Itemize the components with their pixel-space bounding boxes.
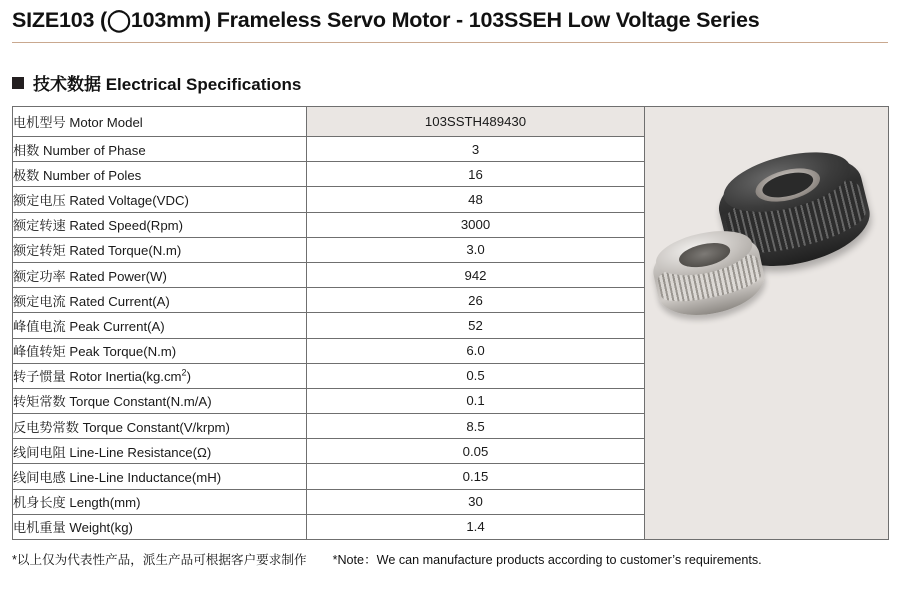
header-model-label: 电机型号 Motor Model — [13, 107, 307, 137]
row-label: 转矩常数 Torque Constant(N.m/A) — [13, 388, 307, 413]
row-label: 相数 Number of Phase — [13, 137, 307, 162]
row-label-tail: ) — [186, 369, 191, 385]
row-value: 0.1 — [307, 388, 645, 413]
header-model-value: 103SSTH489430 — [307, 107, 645, 137]
row-value: 0.05 — [307, 439, 645, 464]
row-value: 3 — [307, 137, 645, 162]
row-label-superscript: 2 — [181, 367, 187, 378]
row-value: 26 — [307, 288, 645, 313]
row-value: 1.4 — [307, 514, 645, 539]
row-label: 额定电压 Rated Voltage(VDC) — [13, 187, 307, 212]
row-value: 30 — [307, 489, 645, 514]
row-value: 3.0 — [307, 237, 645, 262]
section-title-label: 技术数据 Electrical Specifications — [33, 75, 302, 94]
rotor-part-icon — [647, 224, 777, 345]
filled-square-icon — [12, 77, 24, 89]
footnote — [12, 549, 888, 568]
row-label: 反电势常数 Torque Constant(V/krpm) — [13, 414, 307, 439]
row-label: 额定转矩 Rated Torque(N.m) — [13, 237, 307, 262]
row-value: 8.5 — [307, 414, 645, 439]
page-title: SIZE103 (◯103mm) Frameless Servo Motor - 103SSEH Low Voltage Series — [12, 8, 760, 32]
row-label-rotor-inertia — [13, 363, 307, 388]
row-value: 52 — [307, 313, 645, 338]
row-label: 峰值转矩 Peak Torque(N.m) — [13, 338, 307, 363]
specifications-table-wrap — [12, 106, 888, 540]
row-value: 0.5 — [307, 363, 645, 388]
row-value: 6.0 — [307, 338, 645, 363]
row-label: 额定功率 Rated Power(W) — [13, 262, 307, 287]
row-label: 额定转速 Rated Speed(Rpm) — [13, 212, 307, 237]
row-label-text: 转子惯量 Rotor Inertia(kg.cm — [13, 369, 182, 385]
specifications-table — [12, 106, 889, 540]
product-image-cell — [645, 107, 889, 540]
row-value: 48 — [307, 187, 645, 212]
row-label: 电机重量 Weight(kg) — [13, 514, 307, 539]
footnote-en: *Note：We can manufacture products according to customer’s requirements. — [332, 553, 762, 567]
header-divider — [12, 42, 888, 43]
row-value: 942 — [307, 262, 645, 287]
row-label: 峰值电流 Peak Current(A) — [13, 313, 307, 338]
row-value: 0.15 — [307, 464, 645, 489]
footnote-cn: *以上仅为代表性产品，派生产品可根据客户要求制作 — [12, 553, 307, 567]
page-header — [0, 0, 900, 43]
row-value: 16 — [307, 162, 645, 187]
motor-illustration — [651, 107, 883, 407]
row-label: 极数 Number of Poles — [13, 162, 307, 187]
row-label: 机身长度 Length(mm) — [13, 489, 307, 514]
table-header-row — [13, 107, 889, 137]
row-label: 额定电流 Rated Current(A) — [13, 288, 307, 313]
row-label: 线间电阻 Line-Line Resistance(Ω) — [13, 439, 307, 464]
row-label: 线间电感 Line-Line Inductance(mH) — [13, 464, 307, 489]
row-value: 3000 — [307, 212, 645, 237]
section-heading — [12, 70, 900, 95]
